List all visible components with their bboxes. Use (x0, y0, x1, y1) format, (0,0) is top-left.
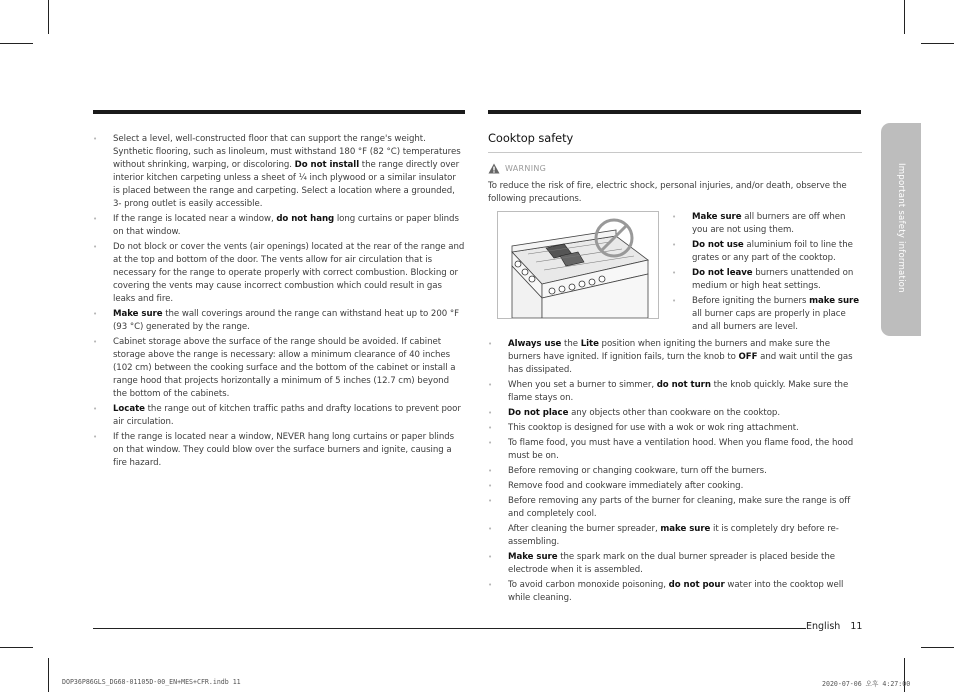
emphasis-text: Do not use (692, 240, 744, 250)
crop-mark (48, 658, 49, 692)
body-text: the range directly over interior kitchen carpeting unless a sheet of ¼ inch plywood or a similar insulator is placed between the range and carpeting. Select a location where a grounded, 3- prong outlet is easily accessible. (113, 160, 460, 209)
body-text: Cabinet storage above the surface of the range should be avoided. If cabinet storage above the range is necessary: allow a minimum clearance of 40 inches (102 cm) between the cooking surface and the bottom of the cabinet or install a range hood that projects horizontally a minimum of 5 inches (12.7 cm) beyond the bottom of the cabinets. (113, 337, 456, 399)
crop-mark (0, 647, 33, 648)
figure-bullet-list (672, 210, 862, 336)
list-item (488, 579, 862, 605)
body-text: Select a level, well-constructed floor that can support the range's weight. Synthetic flooring, such as linoleum, must withstand 180 °F (82 °C) temperatures without shrinking, warping, or discoloring. (113, 134, 461, 170)
emphasis-text: Make sure (508, 552, 558, 562)
body-text: After cleaning the burner spreader, (508, 524, 658, 534)
body-text: the (564, 339, 578, 349)
body-text: it is completely dry before re-assembling. (508, 524, 839, 547)
list-item (93, 308, 465, 334)
list-item (93, 213, 465, 239)
side-tab-label: Important safety information (896, 163, 906, 293)
list-item (672, 267, 862, 293)
left-bullet-list (93, 133, 465, 470)
body-text: Before removing or changing cookware, turn off the burners. (508, 466, 767, 476)
crop-mark (48, 0, 49, 34)
side-section-tab (881, 123, 921, 336)
footer-rule (93, 628, 861, 629)
warning-intro: To reduce the risk of fire, electric shock, personal injuries, and/or death, observe the following precautions. (488, 181, 847, 204)
print-slug-date: 2020-07-06 오후 4:27:00 (822, 680, 911, 688)
emphasis-text: OFF (738, 352, 758, 362)
page-number: 11 (850, 621, 863, 632)
list-item (672, 211, 862, 237)
figure-row (488, 210, 862, 336)
list-item (488, 495, 862, 521)
body-text: aluminium foil to line the grates or any part of the cooktop. (692, 240, 853, 263)
body-text: the spark mark on the dual burner spreader is placed beside the electrode when it is assembled. (508, 552, 835, 575)
body-text: burners unattended on medium or high heat settings. (692, 268, 854, 291)
page-footer (806, 621, 862, 632)
body-text: all burner caps are properly in place and all burners are level. (692, 309, 846, 332)
list-item (488, 551, 862, 577)
list-item (488, 407, 862, 420)
body-text: the range out of kitchen traffic paths and drafty locations to prevent poor air circulation. (113, 404, 461, 427)
body-text: and wait until the gas has dissipated. (508, 352, 853, 375)
list-item (93, 403, 465, 429)
emphasis-text: Lite (580, 339, 599, 349)
body-text: water into the cooktop well while cleaning. (508, 580, 844, 603)
emphasis-text: Make sure (113, 309, 163, 319)
emphasis-text: Locate (113, 404, 145, 414)
list-item (488, 379, 862, 405)
crop-mark (904, 0, 905, 34)
list-item (93, 336, 465, 401)
body-text: Do not block or cover the vents (air openings) located at the rear of the range and at the top and bottom of the door. The vents allow for air circulation that is necessary for the range to operate properly with correct combustion. Blocking or covering the vents may cause incorrect combustion which could result in gas leaks and fire. (113, 242, 465, 304)
emphasis-text: make sure (660, 524, 711, 534)
body-text: Remove food and cookware immediately after cooking. (508, 481, 744, 491)
body-text: all burners are off when you are not using them. (692, 212, 846, 235)
warning-label: WARNING (505, 164, 547, 173)
list-item (93, 133, 465, 211)
body-text: This cooktop is designed for use with a wok or wok ring attachment. (508, 423, 799, 433)
emphasis-text: do not turn (656, 380, 711, 390)
crop-mark (921, 43, 954, 44)
crop-mark (0, 43, 33, 44)
emphasis-text: Do not place (508, 408, 569, 418)
warning-triangle-icon (488, 163, 500, 174)
list-item (488, 422, 862, 435)
emphasis-text: Always use (508, 339, 562, 349)
cooktop-illustration (497, 211, 659, 319)
body-text: the knob quickly. Make sure the flame stays on. (508, 380, 849, 403)
list-item (93, 241, 465, 306)
warning-heading (488, 162, 862, 175)
body-text: Before removing any parts of the burner for cleaning, make sure the range is off and completely cool. (508, 496, 851, 519)
emphasis-text: make sure (809, 296, 860, 306)
list-item (488, 480, 862, 493)
body-text: position when igniting the burners and make sure the burners have ignited. If ignition fails, turn the knob to (508, 339, 830, 362)
body-text: long curtains or paper blinds on that window. (113, 214, 459, 237)
list-item (93, 431, 465, 470)
emphasis-text: Make sure (692, 212, 742, 222)
section-divider (488, 152, 862, 153)
body-text: When you set a burner to simmer, (508, 380, 654, 390)
emphasis-text: do not hang (276, 214, 335, 224)
emphasis-text: do not pour (668, 580, 725, 590)
emphasis-text: Do not leave (692, 268, 753, 278)
body-text: To avoid carbon monoxide poisoning, (508, 580, 666, 590)
list-item (488, 338, 862, 377)
list-item (672, 295, 862, 334)
print-slug-file: DOP36P86GLS_DG68-01105D-00_EN+MES+CFR.indb 11 (62, 678, 241, 686)
list-item (672, 239, 862, 265)
list-item (488, 465, 862, 478)
body-text: If the range is located near a window, NEVER hang long curtains or paper blinds on that window. They could blow over the surface burners and ignite, causing a fire hazard. (113, 432, 455, 468)
body-text: If the range is located near a window, (113, 214, 274, 224)
emphasis-text: Do not install (294, 160, 360, 170)
crop-mark (921, 647, 954, 648)
body-text: Before igniting the burners (692, 296, 807, 306)
list-item (488, 437, 862, 463)
footer-language: English (806, 621, 841, 632)
left-column-rule (93, 110, 465, 114)
body-text: To flame food, you must have a ventilation hood. When you flame food, the hood must be on. (508, 438, 854, 461)
body-text: the wall coverings around the range can withstand heat up to 200 °F (93 °C) generated by the range. (113, 309, 459, 332)
body-text: any objects other than cookware on the cooktop. (571, 408, 780, 418)
section-title: Cooktop safety (488, 131, 574, 145)
left-column (93, 133, 465, 472)
right-column (488, 131, 862, 607)
list-item (488, 523, 862, 549)
right-column-rule (488, 110, 861, 114)
right-bullet-list (488, 338, 862, 605)
cooktop-no-foil-illustration (498, 212, 658, 318)
